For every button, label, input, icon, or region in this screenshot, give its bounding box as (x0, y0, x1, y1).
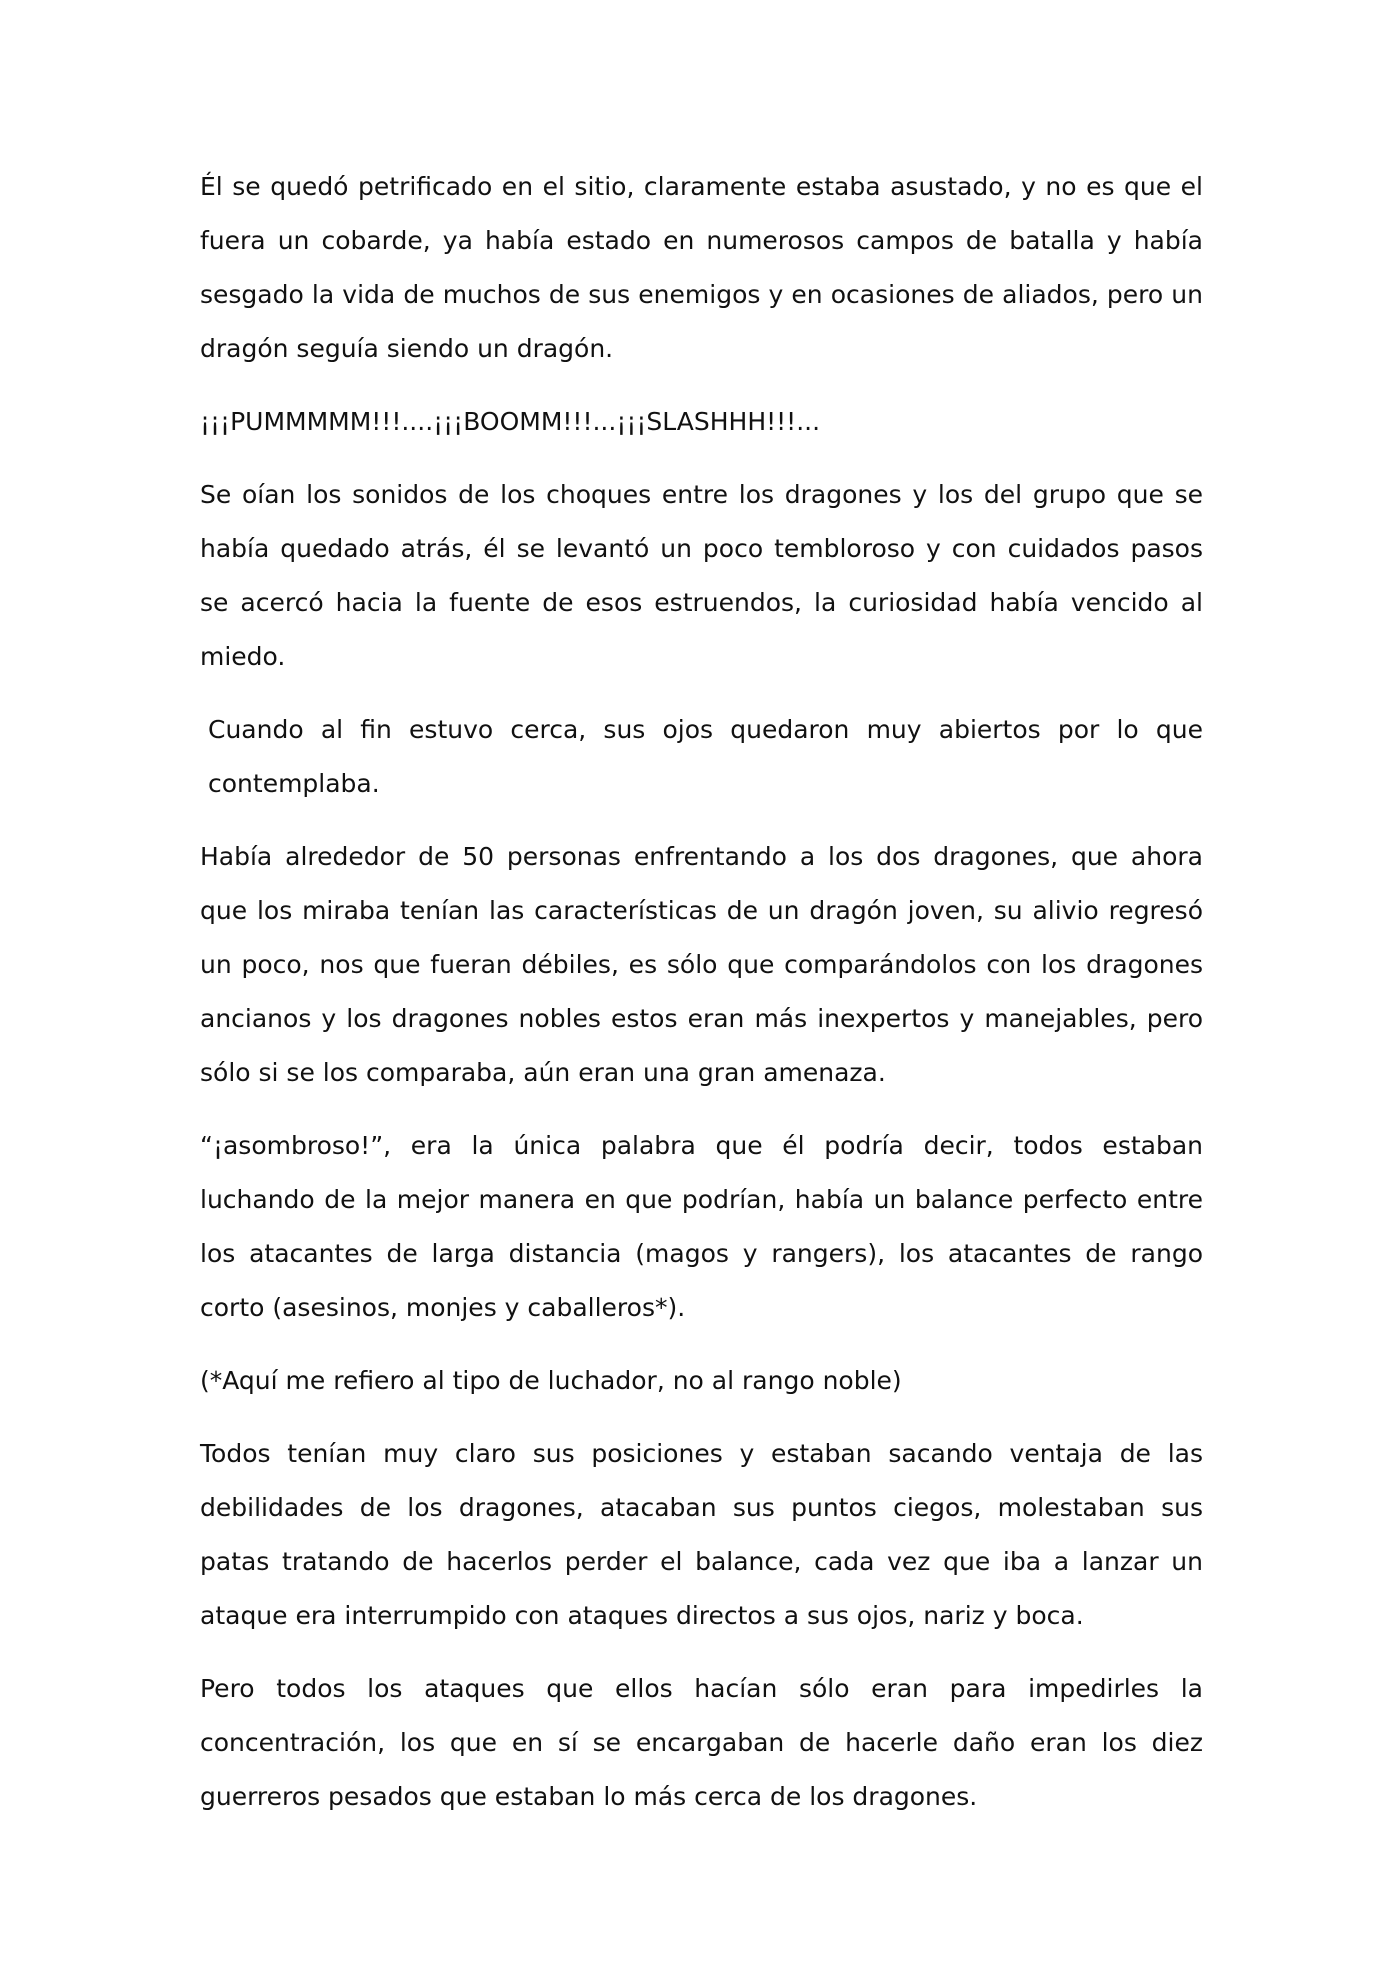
paragraph-1: Él se quedó petrificado en el sitio, claramente estaba asustado, y no es que el fuera un cobarde, ya había estado en numerosos campos de batalla y había sesgado la vida de muchos de sus enemigos y en ocasiones de aliados, pero un dragón seguía siendo un dragón. (200, 172, 1203, 363)
paragraph-9: Pero todos los ataques que ellos hacían sólo eran para impedirles la concentración, los que en sí se encargaban de hacerle daño eran los diez guerreros pesados que estaban lo más cerca de los dragones. (200, 1674, 1203, 1811)
paragraph-4: Cuando al fin estuvo cerca, sus ojos quedaron muy abiertos por lo que contemplaba. (208, 715, 1203, 798)
paragraph-6: “¡asombroso!”, era la única palabra que él podría decir, todos estaban luchando de la mejor manera en que podrían, había un balance perfecto entre los atacantes de larga distancia (magos y rangers), los atacantes de rango corto (asesinos, monjes y caballeros*). (200, 1131, 1203, 1322)
paragraph-5: Había alrededor de 50 personas enfrentando a los dos dragones, que ahora que los miraba tenían las características de un dragón joven, su alivio regresó un poco, nos que fueran débiles, es sólo que comparándolos con los dragones ancianos y los dragones nobles estos eran más inexpertos y manejables, pero sólo si se los comparaba, aún eran una gran amenaza. (200, 842, 1203, 1087)
paragraph-2-sound-effects: ¡¡¡PUMMMMM!!!....¡¡¡BOOMM!!!...¡¡¡SLASHHH!!!... (200, 407, 821, 436)
paragraph-8: Todos tenían muy claro sus posiciones y estaban sacando ventaja de las debilidades de los dragones, atacaban sus puntos ciegos, molestaban sus patas tratando de hacerlos perder el balance, cada vez que iba a lanzar un ataque era interrumpido con ataques directos a sus ojos, nariz y boca. (200, 1439, 1203, 1630)
paragraph-3: Se oían los sonidos de los choques entre los dragones y los del grupo que se había quedado atrás, él se levantó un poco tembloroso y con cuidados pasos se acercó hacia la fuente de esos estruendos, la curiosidad había vencido al miedo. (200, 480, 1203, 671)
document-body (200, 160, 1203, 1843)
paragraph-7-footnote: (*Aquí me refiero al tipo de luchador, no al rango noble) (200, 1366, 902, 1395)
